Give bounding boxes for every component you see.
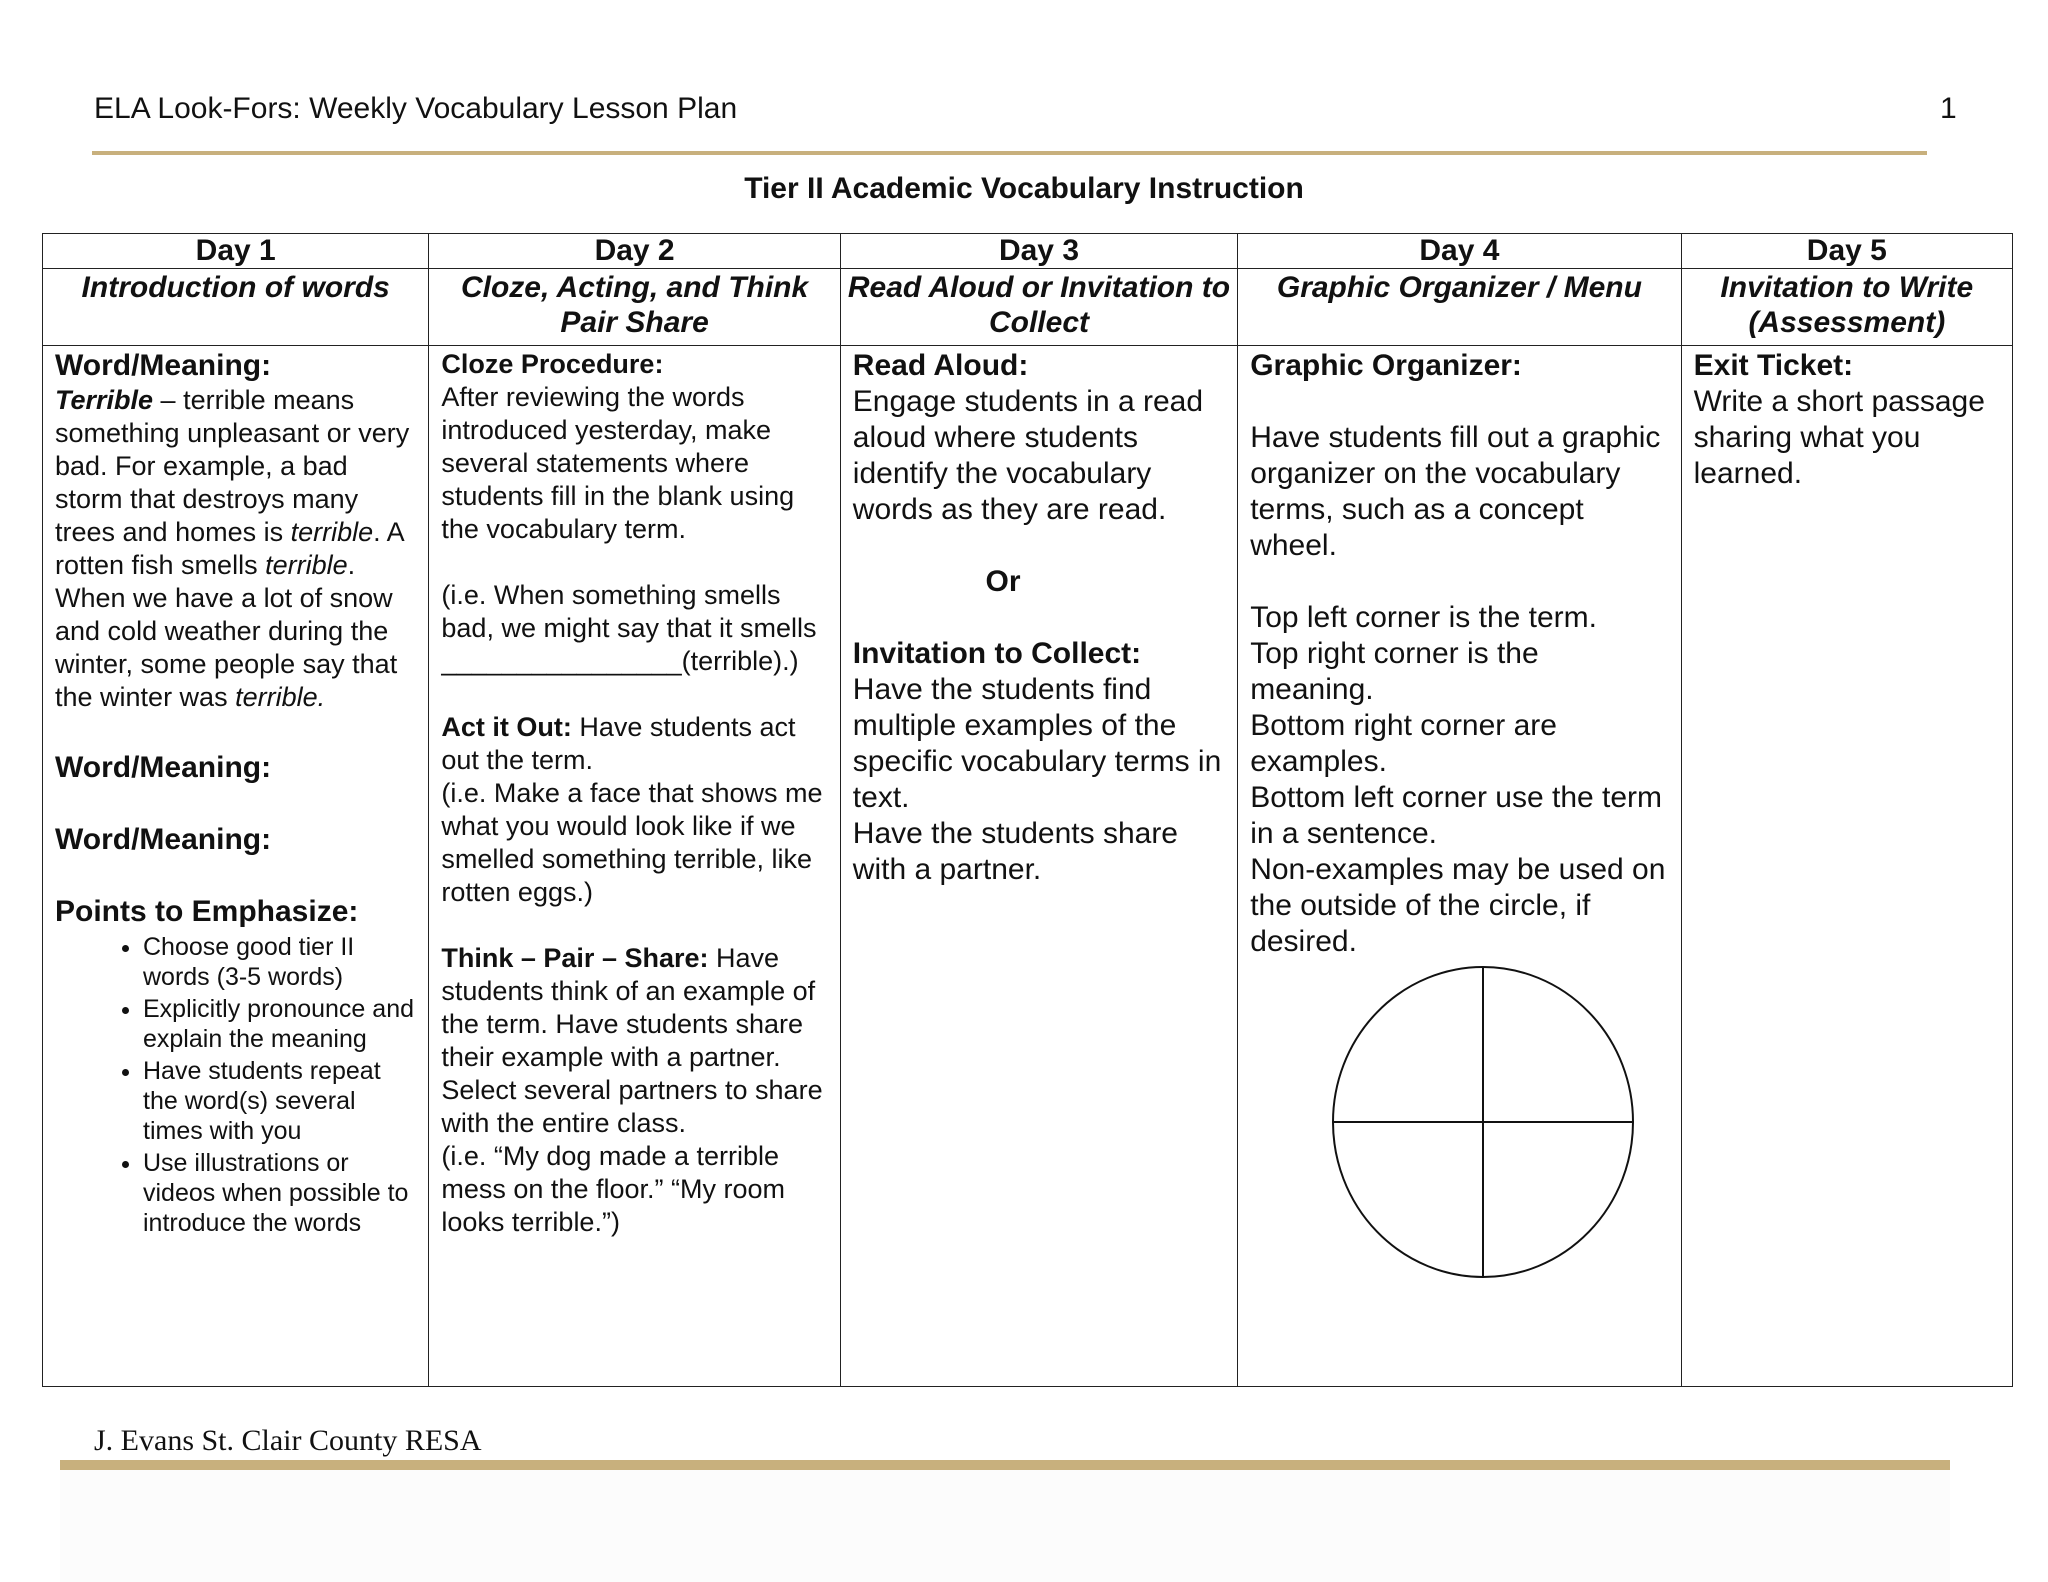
concept-wheel-diagram	[1330, 964, 1636, 1280]
list-item: • Explicitly pronounce and explain the meaning	[143, 994, 414, 1054]
collect-text-share: Have the students share with a partner.	[852, 817, 1178, 886]
word-meaning-heading: Word/Meaning:	[55, 349, 272, 382]
day-3-subtitle: Read Aloud or Invitation to Collect	[840, 269, 1237, 346]
think-pair-share: Think – Pair – Share: Have students think of an example of the term. Have students share their example with a partner. Select several partners to share with the entire class.	[441, 943, 823, 1138]
graphic-organizer-intro: Have students fill out a graphic organizer on the vocabulary terms, such as a concept wheel.	[1250, 421, 1661, 562]
day-1-header: Day 1	[43, 234, 429, 269]
exit-ticket-heading: Exit Ticket:	[1693, 349, 1854, 382]
lesson-plan-table	[42, 233, 2013, 1387]
exit-ticket-text: Write a short passage sharing what you learned.	[1693, 385, 1985, 490]
organizer-line: Top left corner is the term.	[1250, 601, 1597, 634]
day-3-content	[840, 346, 1237, 1387]
word-meaning-heading: Word/Meaning:	[55, 751, 272, 784]
organizer-line: Bottom left corner use the term in a sentence.	[1250, 781, 1663, 850]
list-item: • Use illustrations or videos when possible to introduce the words	[143, 1148, 414, 1238]
terrible-definition: Terrible – terrible means something unpleasant or very bad. For example, a bad storm that destroys many trees and homes is terrible. A rotten fish smells terrible. When we have a lot of snow and cold weather during the winter, some people say that the winter was terrible.	[55, 385, 410, 712]
day-4-header: Day 4	[1238, 234, 1681, 269]
graphic-organizer-heading: Graphic Organizer:	[1250, 349, 1522, 382]
page-number: 1	[1940, 92, 1957, 125]
day-1-subtitle: Introduction of words	[43, 269, 429, 346]
day-2-subtitle: Cloze, Acting, and Think Pair Share	[429, 269, 840, 346]
list-item: • Have students repeat the word(s) several times with you	[143, 1056, 414, 1146]
act-it-out: Act it Out: Have students act out the term.	[441, 712, 796, 775]
day-5-content	[1681, 346, 2012, 1387]
read-aloud-heading: Read Aloud:	[852, 349, 1029, 382]
cloze-heading: Cloze Procedure:	[441, 349, 664, 379]
document-title: Tier II Academic Vocabulary Instruction	[744, 172, 1304, 205]
term-terrible: Terrible	[55, 385, 154, 415]
day-1-content	[43, 346, 429, 1387]
content-row	[43, 346, 2013, 1387]
header-rule	[92, 151, 1927, 155]
word-meaning-heading: Word/Meaning:	[55, 823, 272, 856]
day-2-content	[429, 346, 840, 1387]
list-item: • Choose good tier II words (3-5 words)	[143, 932, 414, 992]
cloze-example: (i.e. When something smells bad, we might say that it smells ________________(terrible).)	[441, 580, 817, 676]
day-header-row	[43, 234, 2013, 269]
organizer-line: Non-examples may be used on the outside of the circle, if desired.	[1250, 853, 1666, 958]
day-5-subtitle: Invitation to Write (Assessment)	[1681, 269, 2012, 346]
day-4-subtitle: Graphic Organizer / Menu	[1238, 269, 1681, 346]
act-heading: Act it Out:	[441, 712, 572, 742]
or-label: Or	[985, 565, 1021, 598]
points-heading: Points to Emphasize:	[55, 895, 359, 928]
day-4-content	[1238, 346, 1681, 1387]
organizer-line: Top right corner is the meaning.	[1250, 637, 1539, 706]
organizer-line: Bottom right corner are examples.	[1250, 709, 1557, 778]
footer-text: J. Evans St. Clair County RESA	[94, 1424, 482, 1457]
read-aloud-text: Engage students in a read aloud where students identify the vocabulary words as they are read.	[852, 385, 1204, 526]
tps-heading: Think – Pair – Share:	[441, 943, 709, 973]
collect-text: Have the students find multiple examples of the specific vocabulary terms in text.	[852, 673, 1222, 814]
points-list	[55, 932, 414, 1238]
subtitle-row	[43, 269, 2013, 346]
act-example: (i.e. Make a face that shows me what you would look like if we smelled something terrible, like rotten eggs.)	[441, 778, 823, 907]
cloze-text: After reviewing the words introduced yesterday, make several statements where students fill in the blank using the vocabulary term.	[441, 382, 795, 544]
day-5-header: Day 5	[1681, 234, 2012, 269]
day-3-header: Day 3	[840, 234, 1237, 269]
header-title: ELA Look-Fors: Weekly Vocabulary Lesson Plan	[94, 92, 738, 125]
tps-example: (i.e. “My dog made a terrible mess on the floor.” “My room looks terrible.”)	[441, 1141, 785, 1237]
day-2-header: Day 2	[429, 234, 840, 269]
footer-rule	[60, 1460, 1950, 1470]
collect-heading: Invitation to Collect:	[852, 637, 1142, 670]
